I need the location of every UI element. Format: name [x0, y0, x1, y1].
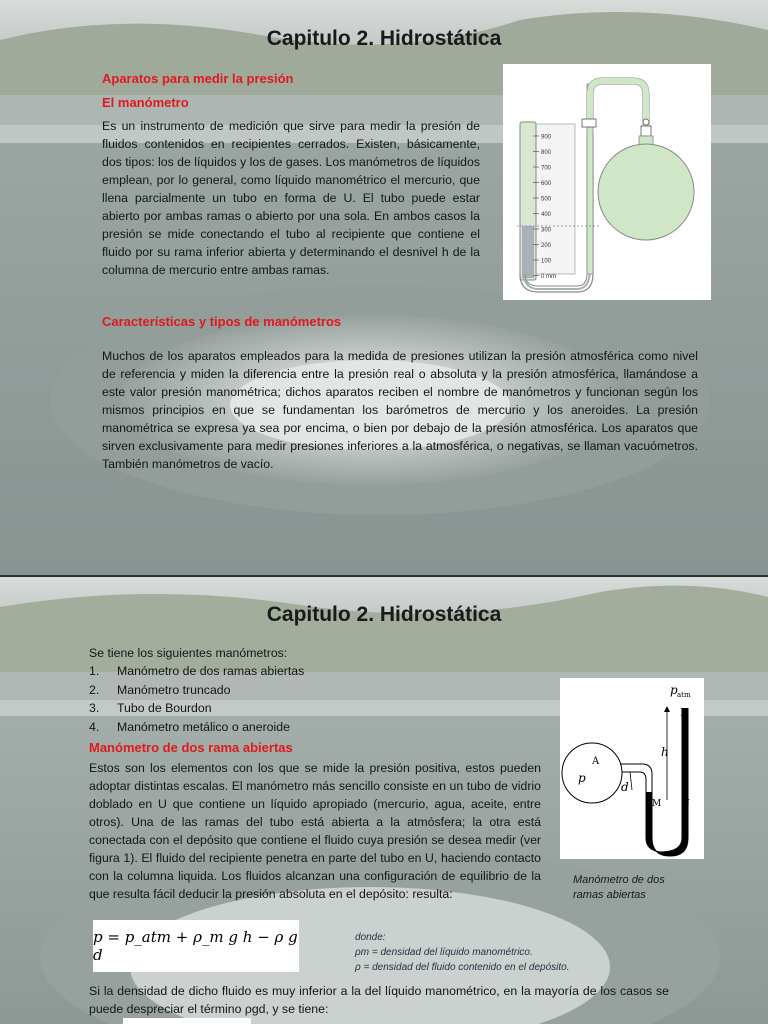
scale-label: 900 [541, 134, 552, 141]
scale-label: 500 [541, 196, 552, 203]
slide-title: Capitulo 2. Hidrostática [266, 27, 502, 50]
scale-label: 0 mm [541, 274, 556, 280]
equation-text: p = p_atm + ρ_m g h − ρ g d [93, 928, 298, 964]
manometer-paragraph: Es un instrumento de medición que sirve para medir la presión de fluidos contenidos en recipientes cerrados. Existen, básicamente, dos tipos: los de líquidos y los de gases. Los manómetros de líquidos emplean, por lo general, como líquido manométrico el mercurio, que llena parcialmente un tubo en forma de U. El tubo puede estar abierto por ambas ramas o abierto por una sola. En ambos casos la presión se mide conectando el tubo al recipiente que contiene el fluido por su rama inferior abierta y determinando el desnivel h de la columna de mercurio entre ambas ramas. [102, 119, 481, 277]
body-paragraph: Estos son los elementos con los que se mide la presión positiva, estos pueden adoptar distintas escalas. El manómetro más sencillo consiste en un tubo de vidrio doblado en U que contiene un líquido apropiado (mercurio, agua, aceite, entre otros). Una de las ramas del tubo está abierta a la atmósfera; la otra está conectada con el depósito que contiene el fluido cuya presión se desea medir (ver figura 1). El fluido del recipiente penetra en parte del tubo en U, haciendo contacto con la columna liquida. Los fluidos alcanzan una configuración de equilibrio de la que resulta fácil deducir la presión absoluta en el depósito: resulta: [89, 761, 541, 901]
list-item: 4. Manómetro metálico o aneroide [89, 719, 290, 734]
section-heading: Manómetro de dos rama abiertas [89, 740, 293, 755]
svg-text:p: p [670, 683, 678, 697]
u-tube-manometer-diagram [503, 64, 711, 300]
two-branch-manometer-figure [560, 678, 704, 859]
list-item: 2. Manómetro truncado [89, 682, 231, 697]
manometer-type-list [89, 662, 304, 736]
scale-label: 400 [541, 212, 552, 218]
equation-box-partial [123, 1018, 251, 1024]
scale-label: 700 [541, 165, 552, 172]
open-u-tube-diagram [560, 678, 704, 859]
scale-label: 600 [541, 181, 552, 187]
variable-definitions: donde: ρm = densidad del líquido manométrico. ρ = densidad del fluido contenido en el depósito. [355, 932, 570, 973]
slide-2 [0, 577, 768, 1024]
list-item: 3. Tubo de Bourdon [89, 701, 212, 715]
list-item: 1. Manómetro de dos ramas abiertas [89, 664, 305, 678]
characteristics-paragraph: Muchos de los aparatos empleados para la medida de presiones utilizan la presión atmosférica como nivel de referencia y miden la diferencia entre la presión real o absoluta y la presión atmosférica, llamándose a este valor presión manométrica; dichos aparatos reciben el nombre de manómetros y funcionan según los mismos principios en que se fundamentan los barómetros de mercurio y los aneroides. La presión manométrica se expresa ya sea por encima, o bien por debajo de la presión atmosférica. Los aparatos que sirven exclusivamente para medir presiones inferiores a la atmosférica, o negativas, se llaman vacuómetros. También manómetros de vacío. [102, 349, 698, 471]
svg-text:N: N [682, 799, 690, 809]
svg-text:p: p [578, 771, 586, 785]
svg-text:atm: atm [677, 691, 691, 699]
svg-text:h: h [661, 745, 669, 759]
svg-text:M: M [652, 799, 662, 809]
scale-label: 100 [541, 258, 552, 265]
svg-text:d: d [621, 780, 629, 794]
svg-text:A: A [592, 756, 600, 767]
figure-caption: Manómetro de dos ramas abiertas [573, 874, 665, 901]
subsection-heading: El manómetro [102, 95, 189, 110]
scale-label: 200 [541, 243, 552, 249]
characteristics-heading: Características y tipos de manómetros [102, 314, 342, 329]
manometer-figure [503, 64, 711, 300]
scale-label: 300 [541, 227, 552, 234]
section-heading: Aparatos para medir la presión [102, 71, 294, 86]
slide-title: Capitulo 2. Hidrostática [266, 603, 502, 626]
pressure-equation [93, 920, 299, 972]
intro-text: Se tiene los siguientes manómetros: [89, 646, 288, 660]
scale-label: 800 [541, 150, 552, 156]
closing-paragraph: Si la densidad de dicho fluido es muy inferior a la del líquido manométrico, en la mayoría de los casos se puede despreciar el término ρgd, y se tiene: [89, 984, 669, 1016]
svg-text:B: B [680, 708, 688, 719]
